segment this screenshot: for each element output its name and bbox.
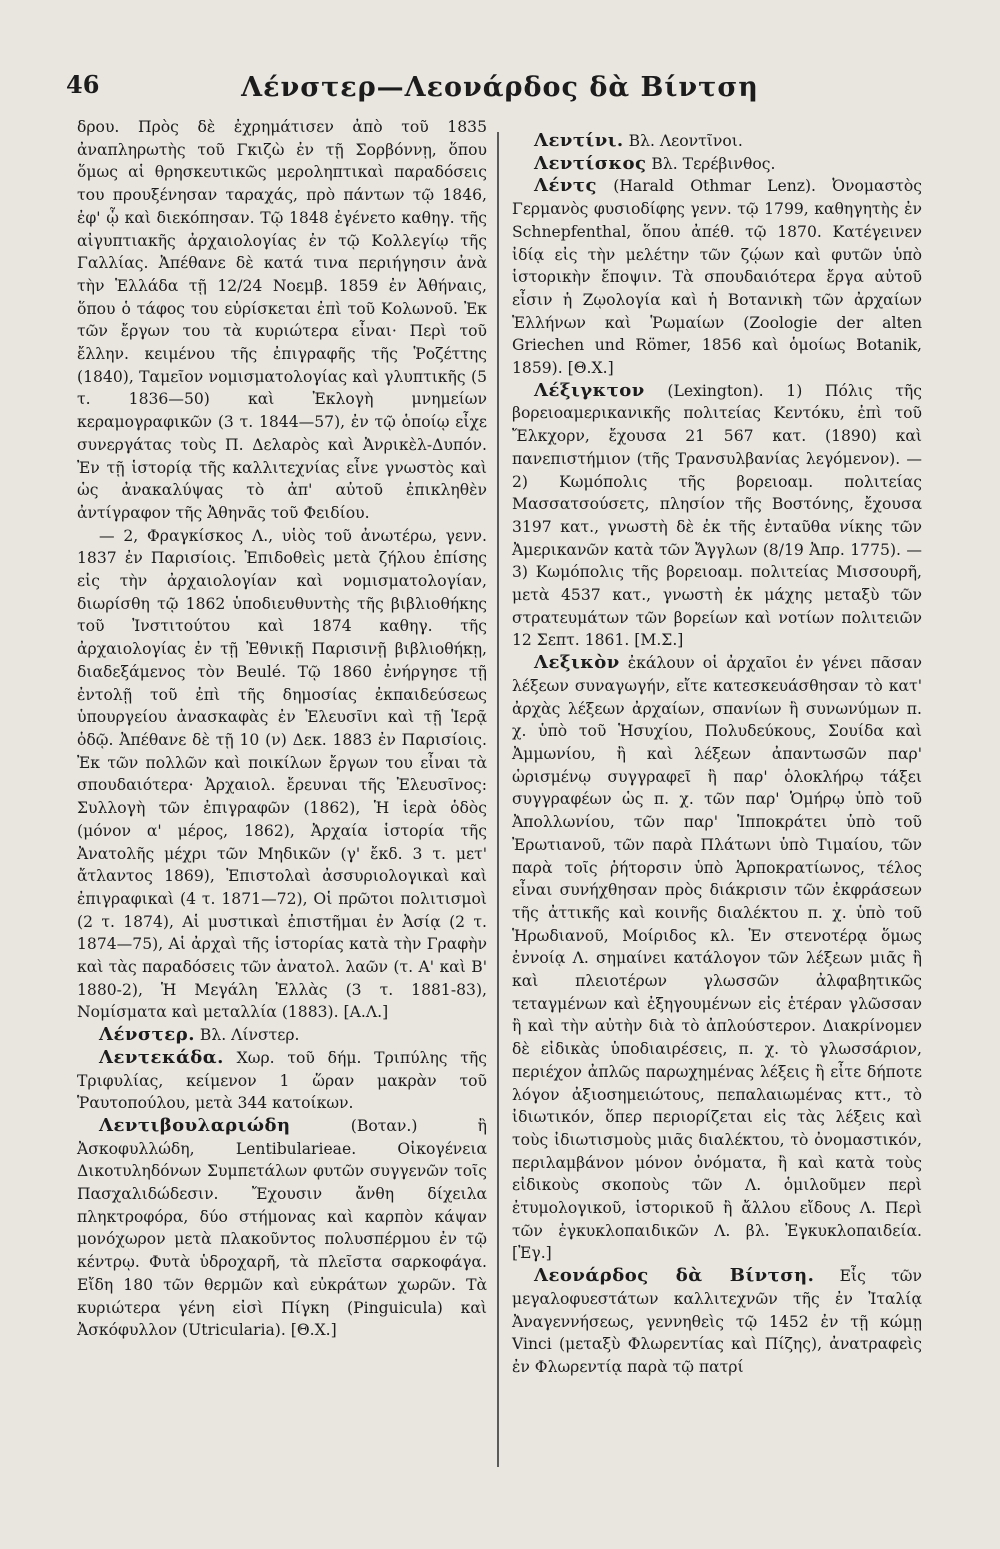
headword: Λέξιγκτον xyxy=(534,379,645,401)
headword: Λεντίνι. xyxy=(534,130,624,151)
left-column xyxy=(77,116,487,1342)
entry-leonardo: Λεονάρδος δὰ Βίντση. Εἷς τῶν μεγαλοφυεστάτων καλλιτεχνῶν τῆς ἐν Ἰταλίᾳ Ἀναγεννήσεως, γεννηθεὶς τῷ 1452 ἐν τῇ κώμῃ Vinci (μεταξὺ Φλωρεντίας καὶ Πίζης), ἀνατραφεὶς ἐν Φλωρεντίᾳ παρὰ τῷ πατρί xyxy=(512,1265,922,1376)
column-divider xyxy=(497,132,499,1467)
page-number: 46 xyxy=(66,70,100,99)
entry-lexington: Λέξιγκτον (Lexington). 1) Πόλις τῆς βορειοαμερικανικῆς πολιτείας Κεντόκυ, ἐπὶ τοῦ Ἔλκχορν, ἔχουσα 21 567 κατ. (1890) καὶ πανεπιστήμιον (τῆς Τρανσυλβανίας λεγόμενον). —2) Κωμόπολις τῆς βορειοαμ. πολιτείας Μασσατσούσετς, πλησίον τῆς Βοστόνης, ἔχουσα 3197 κατ., γνωστὴ δὲ ἐκ τῆς ἐνταῦθα νίκης τῶν Ἀμερικανῶν κατὰ τῶν Ἄγγλων (8/19 Ἀπρ. 1775). —3) Κωμόπολις τῆς βορειοαμ. πολιτείας Μισσουρῆ, μετὰ 4537 κατ., γνωστὴ ἐκ μάχης μεταξὺ τῶν στρατευμάτων τῶν βορείων καὶ νοτίων πολιτειῶν 12 Σεπτ. 1861. [Μ.Σ.] xyxy=(512,379,922,650)
entry-lenz: Λέντς (Harald Othmar Lenz). Ὀνομαστὸς Γερμανὸς φυσιοδίφης γενν. τῷ 1799, καθηγητὴς ἐν Schnepfenthal, ὅπου ἀπέθ. τῷ 1870. Κατέγεινεν ἰδίᾳ εἰς τὴν μελέτην τῶν ζῴων καὶ φυτῶν ὑπὸ ἱστορικὴν ἔποψιν. Τὰ σπουδαιότερα ἔργα αὐτοῦ εἶσιν ἡ Ζῳολογία καὶ ἡ Βοτανικὴ τῶν ἀρχαίων Ἑλλήνων καὶ Ῥωμαίων (Zoologie der alten Griechen und Römer, 1856 καὶ ὁμοίως Botanik, 1859). [Θ.Χ.] xyxy=(512,175,922,378)
entry-lentiskos: Λεντίσκος Βλ. Τερέβινθος. xyxy=(534,152,776,174)
headword: Λεντιβουλαριώδη xyxy=(99,1114,291,1136)
headword: Λέντς xyxy=(534,175,597,197)
running-title: Λένστερ—Λεονάρδος δὰ Βίντση xyxy=(241,72,759,103)
entry-lentini: Λεντίνι. Βλ. Λεοντῖνοι. xyxy=(534,130,743,151)
entry-subentry: — 2, Φραγκίσκος Λ., υἱὸς τοῦ ἀνωτέρω, γενν. 1837 ἐν Παρισίοις. Ἐπιδοθεὶς μετὰ ζήλου ἐπίσης εἰς τὴν ἀρχαιολογίαν καὶ νομισματολογίαν, διωρίσθη τῷ 1862 ὑποδιευθυντὴς τῆς βιβλιοθήκης τοῦ Ἰνστιτούτου καὶ 1874 καθηγ. τῆς ἀρχαιολογίας ἐν τῇ Ἐθνικῇ Παρισινῇ βιβλιοθήκῃ, διαδεξάμενος τὸν Beulé. Τῷ 1860 ἐνήργησε τῇ ἐντολῇ τοῦ ἐπὶ τῆς δημοσίας ἐκπαιδεύσεως ὑπουργείου ἀνασκαφὰς ἐν Ἐλευσῖνι καὶ τῇ Ἱερᾷ ὁδῷ. Ἀπέθανε δὲ τῇ 10 (ν) Δεκ. 1883 ἐν Παρισίοις. Ἐκ τῶν πολλῶν καὶ ποικίλων ἔργων του εἶναι τὰ σπουδαιότερα· Ἀρχαιολ. ἔρευναι τῆς Ἐλευσῖνος: Συλλογὴ τῶν ἐπιγραφῶν (1862), Ἡ ἱερὰ ὁδὸς (μόνον α' μέρος, 1862), Ἀρχαία ἱστορία τῆς Ἀνατολῆς μέχρι τῶν Μηδικῶν (γ' ἔκδ. 3 τ. μετ' ἄτλαντος 1869), Ἐπιστολαὶ ἀσσυριολογικαὶ καὶ ἐπιγραφικαὶ (4 τ. 1871—72), Οἱ πρῶτοι πολιτισμοὶ (2 τ. 1874), Αἱ μυστικαὶ ἐπιστῆμαι ἐν Ἀσίᾳ (2 τ. 1874—75), Αἱ ἀρχαὶ τῆς ἱστορίας κατὰ τὴν Γραφὴν καὶ τὰς παραδόσεις τῶν ἀνατολ. λαῶν (τ. Α' καὶ Β' 1880-2), Ἡ Μεγάλη Ἑλλὰς (3 τ. 1881-83), Νομίσματα καὶ μεταλλία (1883). [Α.Λ.] xyxy=(77,526,487,1022)
entry-lentekada: Λεντεκάδα. Χωρ. τοῦ δήμ. Τριπύλης τῆς Τριφυλίας, κείμενον 1 ὥραν μακρὰν τοῦ Ῥαυτοπούλου, μετὰ 344 κατοίκων. xyxy=(77,1046,487,1113)
entry-lexikon: Λεξικὸν ἐκάλουν οἱ ἀρχαῖοι ἐν γένει πᾶσαν λέξεων συναγωγήν, εἴτε κατεσκευάσθησαν τὸ κατ' ἀρχὰς λέξεων ἀρχαίων, σπανίων ἢ συνωνύμων π. χ. ὑπὸ τοῦ Ἡσυχίου, Πολυδεύκους, Σουίδα καὶ Ἀμμωνίου, ἢ καὶ λέξεων ἀπαντωσῶν παρ' ὡρισμένῳ συγγραφεῖ ἢ παρ' ὁλοκλήρῳ τάξει συγγραφέων ὡς π. χ. τῶν παρ' Ὁμήρῳ ὑπὸ τοῦ Ἀπολλωνίου, τῶν παρ' Ἱπποκράτει ὑπὸ τοῦ Ἐρωτιανοῦ, τῶν παρὰ Πλάτωνι ὑπὸ Τιμαίου, τῶν παρὰ τοῖς ῥήτορσιν ὑπὸ Ἁρποκρατίωνος, τέλος εἶναι συνήχθησαν πρὸς διάκρισιν τῶν ἐκφράσεων τῆς ἀττικῆς καὶ κοινῆς διαλέκτου π. χ. ὑπὸ τοῦ Ἡρωδιανοῦ, Μοίριδος κλ. Ἐν στενοτέρᾳ ὅμως ἐννοίᾳ Λ. σημαίνει κατάλογον τῶν λέξεων μιᾶς ἢ καὶ πλειοτέρων γλωσσῶν ἀλφαβητικῶς τεταγμένων καὶ ἐξηγουμένων εἰς ἑτέραν γλῶσσαν ἢ καὶ τὴν αὐτὴν διὰ τὸ ἀπλούστερον. Διακρίνομεν δὲ εἰδικὰς ὑποδιαιρέσεις, π. χ. τὸ γλωσσάριον, περιέχον ἀπλῶς παρωχημένας λέξεις ἢ εἶτε δήποτε λόγον ἀξιοσημειώτους, πεπαλαιωμένας κττ., τὸ ἰδιωτικόν, ὅπερ περιορίζεται εἰς τὰς λέξεις καὶ τοὺς ἰδιωτισμοὺς μιᾶς διαλέκτου, τὸ ὀνομαστικόν, περιλαμβάνον μόνον ὀνόματα, ἢ καὶ κατὰ τοὺς εἰδικοὺς σκοποὺς τῶν Λ. ὁμιλοῦμεν περὶ ἐτυμολογικοῦ, ἱστορικοῦ ἢ ἄλλου εἴδους Λ. Περὶ τῶν ἐγκυκλοπαιδικῶν Λ. βλ. Ἐγκυκλοπαιδεία. [Ἐγ.] xyxy=(512,652,922,1263)
headword: Λεντίσκος xyxy=(534,152,647,174)
headword: Λεντεκάδα. xyxy=(99,1046,224,1068)
entry-continuation: δρου. Πρὸς δὲ ἐχρημάτισεν ἀπὸ τοῦ 1835 ἀναπληρωτὴς τοῦ Γκιζὼ ἐν τῇ Σορβόννῃ, ὅπου ὅμως αἱ θρησκευτικῶς μεροληπτικαὶ παραδόσεις του προυξένησαν ταραχάς, πρὸ πάντων τῷ 1846, ἐφ' ᾧ καὶ διεκόπησαν. Τῷ 1848 ἐγένετο καθηγ. τῆς αἰγυπτιακῆς ἀρχαιολογίας ἐν τῷ Κολλεγίῳ τῆς Γαλλίας. Ἀπέθανε δὲ κατά τινα περιήγησιν ἀνὰ τὴν Ἑλλάδα τῇ 12/24 Νοεμβ. 1859 ἐν Ἀθήναις, ὅπου ὁ τάφος του εὑρίσκεται ἐπὶ τοῦ Κολωνοῦ. Ἐκ τῶν ἔργων του τὰ κυριώτερα εἶναι· Περὶ τοῦ ἔλλην. κειμένου τῆς ἐπιγραφῆς τῆς Ῥοζέττης (1840), Ταμεῖον νομισματολογίας καὶ γλυπτικῆς (5 τ. 1836—50) καὶ Ἐκλογὴ μνημείων κεραμογραφικῶν (3 τ. 1844—57), ἐν τῷ ὁποίῳ εἶχε συνεργάτας τοὺς Π. Δελαρὸς καὶ Ἀνρικὲλ-Δυπόν. Ἐν τῇ ἱστορίᾳ τῆς καλλιτεχνίας εἶνε γνωστὸς καὶ ὡς ἀνακαλύψας τὸ ἀπ' αὐτοῦ ἐπικληθὲν ἀντίγραφον τῆς Ἀθηνᾶς τοῦ Φειδίου. xyxy=(77,118,487,522)
headword: Λένστερ. xyxy=(99,1024,195,1046)
entry-lenster: Λένστερ. Βλ. Λίνστερ. xyxy=(99,1024,300,1046)
right-column xyxy=(512,130,922,1379)
entry-lentivoulariodi: Λεντιβουλαριώδη (Βοταν.) ἢ Ἀσκοφυλλώδη, Lentibularieae. Οἰκογένεια Δικοτυληδόνων Συμπετάλων φυτῶν συγγενῶν τοῖς Πασχαλιδώδεσιν. Ἔχουσιν ἄνθη δίχειλα πληκτροφόρα, δύο στήμονας καὶ καρπὸν κάψαν μονόχωρον μετὰ πλακοῦντος πολυσπέρμου ἐν τῷ κέντρῳ. Φυτὰ ὑδροχαρῆ, τὰ πλεῖστα σαρκοφάγα. Εἴδη 180 τῶν θερμῶν καὶ εὐκράτων χωρῶν. Τὰ κυριώτερα γένη εἰσὶ Πίγκη (Pinguicula) καὶ Ἀσκόφυλλον (Utricularia). [Θ.Χ.] xyxy=(77,1114,487,1340)
headword: Λεονάρδος δὰ Βίντση. xyxy=(534,1265,815,1287)
headword: Λεξικὸν xyxy=(534,652,620,674)
